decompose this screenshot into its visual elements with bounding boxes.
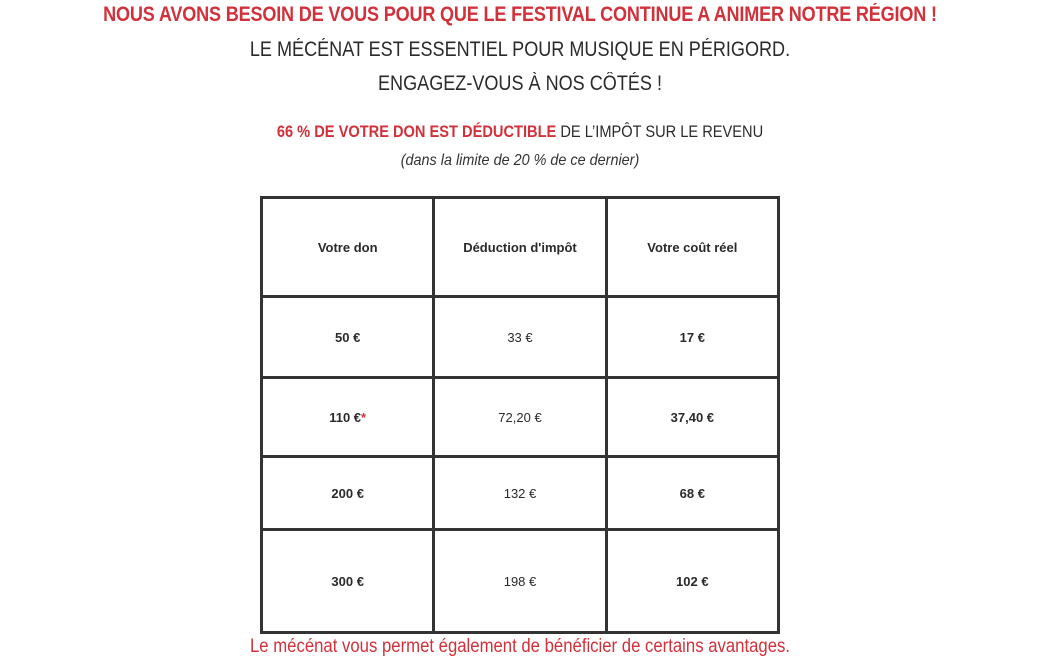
- deduction-limit-note: (dans la limite de 20 % de ce dernier): [400, 152, 640, 169]
- cell-don: [262, 297, 434, 378]
- don-value: 50 €: [335, 329, 361, 345]
- table-header-row: [262, 198, 779, 297]
- cell-deduction: 132 €: [434, 457, 606, 530]
- headline: NOUS AVONS BESOIN DE VOUS POUR QUE LE FESTIVAL CONTINUE A ANIMER NOTRE RÉGION !: [103, 3, 937, 26]
- cell-cout: 37,40 €: [606, 378, 778, 457]
- header-deduction: Déduction d'impôt: [434, 198, 606, 297]
- deduction-statement: [73, 122, 967, 142]
- don-value: 300 €: [331, 573, 364, 589]
- don-value: 200 €: [331, 485, 364, 501]
- subline-engagez: ENGAGEZ-VOUS À NOS CÔTÉS !: [378, 72, 662, 95]
- cell-don: [262, 378, 434, 457]
- cell-deduction: 72,20 €: [434, 378, 606, 457]
- don-star: *: [361, 409, 367, 425]
- cell-cout: 102 €: [606, 530, 778, 633]
- cell-cout: 68 €: [606, 457, 778, 530]
- header-votre-don: Votre don: [262, 198, 434, 297]
- deduction-emphasis: 66 % DE VOTRE DON EST DÉDUCTIBLE: [276, 122, 557, 141]
- cell-don: [262, 457, 434, 530]
- table-row: [262, 378, 779, 457]
- table-row: [262, 530, 779, 633]
- cell-don: [262, 530, 434, 633]
- header-cout-reel: Votre coût réel: [606, 198, 778, 297]
- cell-cout: 17 €: [606, 297, 778, 378]
- table-row: [262, 297, 779, 378]
- donation-table: [260, 196, 780, 634]
- subline-mecenat: LE MÉCÉNAT EST ESSENTIEL POUR MUSIQUE EN PÉRIGORD.: [249, 38, 791, 61]
- table-row: [262, 457, 779, 530]
- deduction-rest: DE L’IMPÔT SUR LE REVENU: [556, 122, 764, 141]
- cell-deduction: 33 €: [434, 297, 606, 378]
- don-value: 110 €: [329, 409, 362, 425]
- footer-note: Le mécénat vous permet également de bénéficier de certains avantages.: [249, 636, 791, 657]
- cell-deduction: 198 €: [434, 530, 606, 633]
